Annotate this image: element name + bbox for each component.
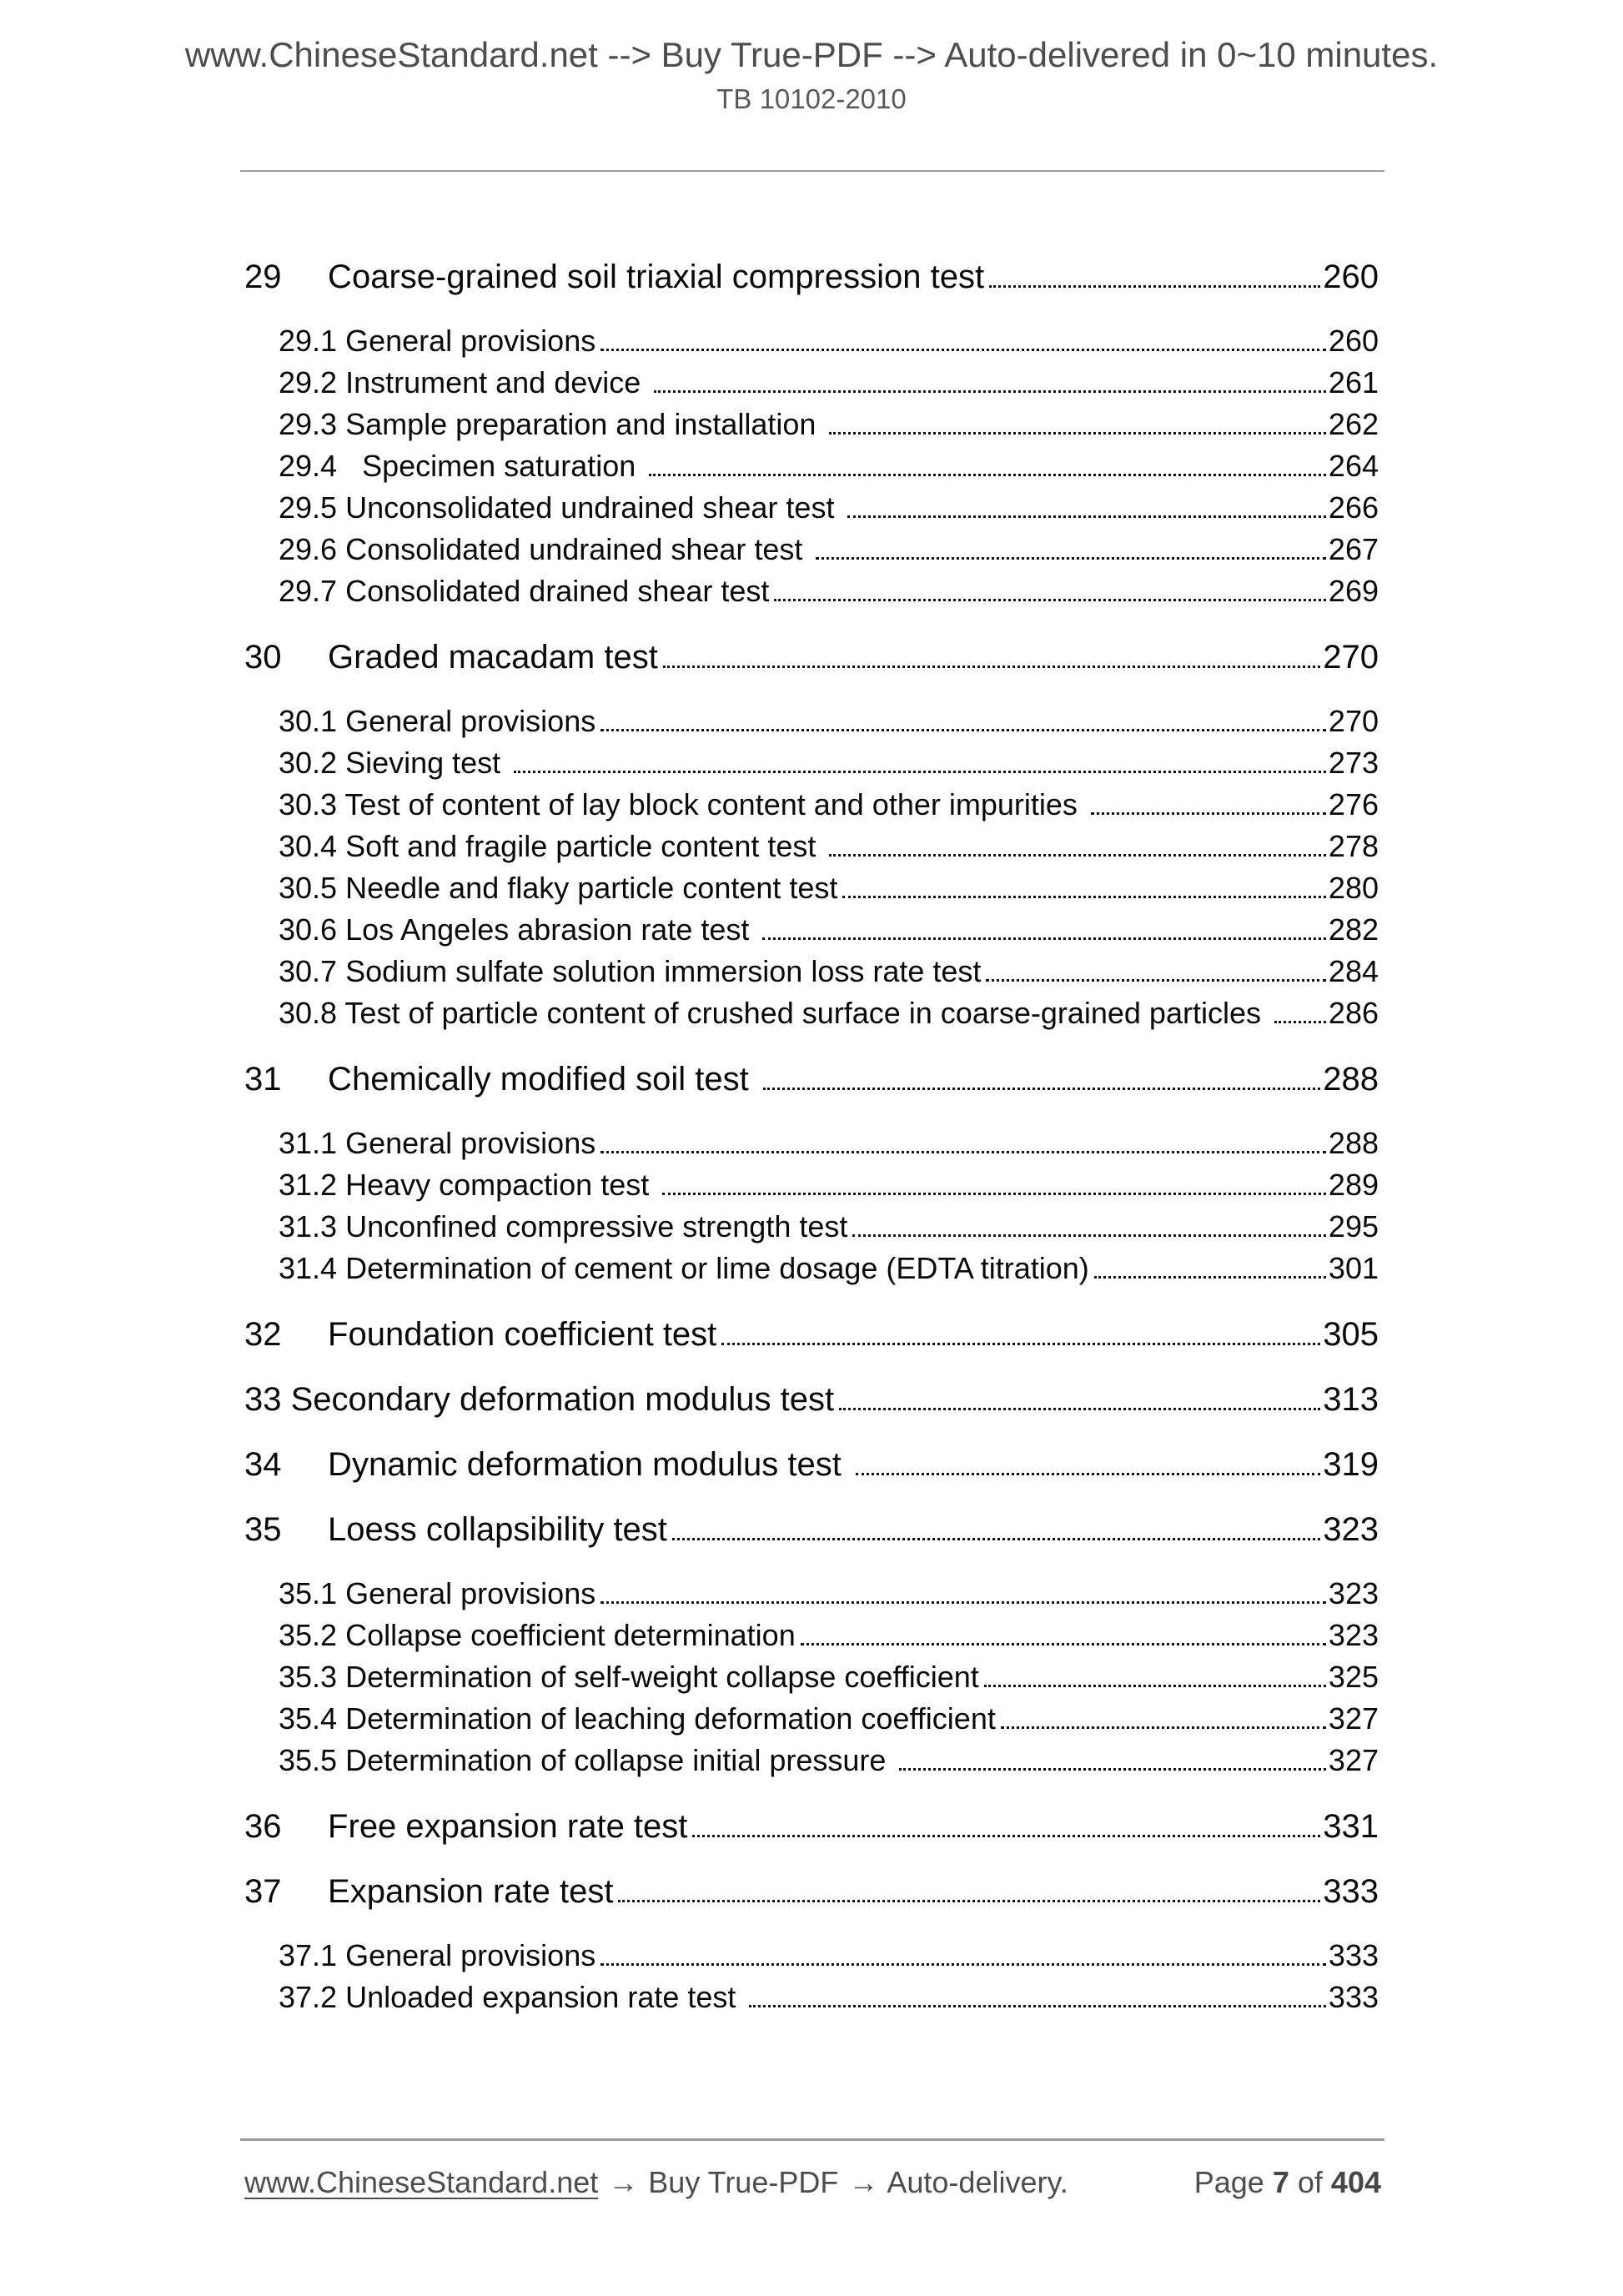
toc-entry-page: 295: [1328, 1209, 1379, 1243]
toc-entry-page: 305: [1323, 1316, 1379, 1353]
toc-chapter-row: [244, 1806, 1379, 1846]
toc-entry-page: 289: [1328, 1168, 1379, 1202]
dot-leader: [1094, 1276, 1326, 1279]
right-arrow-icon: →: [608, 2165, 639, 2199]
dot-leader: [600, 1151, 1326, 1153]
dot-leader: [989, 285, 1320, 288]
toc-entry-label: 34 Dynamic deformation modulus test: [244, 1446, 851, 1483]
toc-entry-page: 313: [1323, 1381, 1379, 1418]
dot-leader: [692, 1835, 1320, 1837]
dot-leader: [986, 979, 1326, 982]
dot-leader: [721, 1343, 1320, 1345]
toc-subsection-row: [244, 826, 1379, 867]
toc-entry-label: 29.4 Specimen saturation: [279, 449, 645, 483]
toc-entry-label: 37.1 General provisions: [279, 1938, 596, 1972]
header-promo-text: www.ChineseStandard.net --> Buy True-PDF --> Auto-delivered in 0~10 minutes.: [184, 35, 1439, 74]
page-label: Page: [1193, 2165, 1264, 2199]
toc-entry-label: 30.5 Needle and flaky particle content test: [279, 871, 838, 905]
toc-entry-page: 323: [1328, 1618, 1379, 1652]
toc-subsection-row: [244, 742, 1379, 784]
toc-entry-label: 31.3 Unconfined compressive strength test: [279, 1209, 848, 1243]
toc-subsection-row: [244, 867, 1379, 909]
toc-entry-page: 327: [1328, 1743, 1379, 1777]
dot-leader: [984, 1685, 1326, 1687]
toc-entry-page: 333: [1323, 1873, 1379, 1910]
dot-leader: [847, 515, 1325, 518]
toc-entry-label: 30.3 Test of content of lay block content and other impurities: [279, 787, 1086, 821]
toc-entry-label: 35.5 Determination of collapse initial pressure: [279, 1743, 895, 1777]
toc-entry-page: 333: [1328, 1980, 1379, 2014]
dot-leader: [600, 1601, 1326, 1604]
toc-entry-label: 31.4 Determination of cement or lime dosage (EDTA titration): [279, 1251, 1089, 1285]
toc-entry-page: 333: [1328, 1938, 1379, 1972]
footer-promo: [244, 2165, 1068, 2200]
toc-entry-label: 29.5 Unconsolidated undrained shear test: [279, 490, 843, 525]
toc-entry-label: 30 Graded macadam test: [244, 639, 658, 676]
dot-leader: [856, 1473, 1320, 1475]
toc-entry-label: 29.1 General provisions: [279, 324, 596, 358]
dot-leader: [600, 349, 1326, 351]
toc-chapter-row: [244, 637, 1379, 677]
toc-entry-label: 35.3 Determination of self-weight collapse coefficient: [279, 1660, 979, 1694]
toc-subsection-row: [244, 992, 1379, 1034]
toc-entry-page: 325: [1328, 1660, 1379, 1694]
toc-subsection-row: [244, 1248, 1379, 1289]
footer-delivery-text: Auto-delivery.: [887, 2165, 1068, 2199]
toc-chapter-row: [244, 1314, 1379, 1354]
toc-entry-page: 276: [1328, 787, 1379, 821]
toc-chapter-row: [244, 257, 1379, 297]
toc-entry-page: 260: [1323, 259, 1379, 295]
dot-leader: [1001, 1726, 1326, 1729]
toc-entry-page: 319: [1323, 1446, 1379, 1483]
dot-leader: [618, 1900, 1320, 1902]
toc-entry-page: 288: [1328, 1126, 1379, 1160]
dot-leader: [801, 1643, 1326, 1645]
toc-subsection-row: [244, 784, 1379, 826]
dot-leader: [649, 474, 1326, 476]
toc-entry-label: 31.2 Heavy compaction test: [279, 1168, 658, 1202]
page-header: [0, 0, 1623, 172]
toc-entry-label: 35.1 General provisions: [279, 1576, 596, 1610]
dot-leader: [774, 599, 1326, 601]
toc-entry-label: 37.2 Unloaded expansion rate test: [279, 1980, 745, 2014]
footer-site-link[interactable]: www.ChineseStandard.net: [244, 2165, 599, 2199]
footer-divider: [240, 2138, 1384, 2141]
toc-entry-page: 266: [1328, 490, 1379, 525]
dot-leader: [839, 1408, 1320, 1410]
toc-entry-label: 30.1 General provisions: [279, 704, 596, 738]
toc-subsection-row: [244, 951, 1379, 992]
toc-entry-page: 282: [1328, 912, 1379, 947]
toc-subsection-row: [244, 1977, 1379, 2018]
toc-chapter-row: [244, 1510, 1379, 1550]
dot-leader: [829, 432, 1325, 435]
toc-chapter-row: [244, 1444, 1379, 1485]
toc-subsection-row: [244, 1615, 1379, 1656]
dot-leader: [899, 1768, 1326, 1771]
toc-entry-label: 37 Expansion rate test: [244, 1873, 614, 1910]
dot-leader: [1274, 1021, 1326, 1023]
toc-chapter-row: [244, 1871, 1379, 1912]
footer-buy-text: Buy True-PDF: [648, 2165, 839, 2199]
toc-subsection-row: [244, 1573, 1379, 1615]
dot-leader: [600, 729, 1326, 731]
toc-entry-page: 267: [1328, 532, 1379, 566]
toc-subsection-row: [244, 445, 1379, 487]
toc-subsection-row: [244, 1123, 1379, 1164]
toc-entry-page: 264: [1328, 449, 1379, 483]
toc-entry-label: 30.8 Test of particle content of crushed surface in coarse-grained particles: [279, 996, 1269, 1030]
toc-entry-page: 323: [1328, 1576, 1379, 1610]
dot-leader: [514, 771, 1326, 773]
dot-leader: [662, 1193, 1326, 1195]
dot-leader: [762, 937, 1326, 940]
header-standard-number: TB 10102-2010: [716, 83, 907, 114]
toc-subsection-row: [244, 1698, 1379, 1740]
dot-leader: [829, 854, 1326, 857]
toc-chapter-row: [244, 1379, 1379, 1419]
dot-leader: [749, 2005, 1326, 2007]
toc-entry-page: 262: [1328, 407, 1379, 441]
toc-subsection-row: [244, 1206, 1379, 1248]
toc-entry-label: 35 Loess collapsibility test: [244, 1511, 667, 1548]
dot-leader: [672, 1538, 1320, 1540]
toc-entry-page: 286: [1328, 996, 1379, 1030]
toc-subsection-row: [244, 362, 1379, 404]
toc-entry-page: 270: [1328, 704, 1379, 738]
toc-entry-page: 288: [1323, 1061, 1379, 1098]
toc-entry-label: 29.2 Instrument and device: [279, 365, 650, 399]
of-label: of: [1297, 2165, 1323, 2199]
toc-entry-label: 29.7 Consolidated drained shear test: [279, 574, 770, 608]
toc-subsection-row: [244, 529, 1379, 570]
page-footer: [244, 2165, 1381, 2200]
toc-subsection-row: [244, 1164, 1379, 1206]
toc-entry-page: 331: [1323, 1808, 1379, 1845]
toc-subsection-row: [244, 1935, 1379, 1977]
dot-leader: [600, 1963, 1326, 1966]
toc-entry-label: 30.2 Sieving test: [279, 746, 510, 780]
toc-entry-page: 273: [1328, 746, 1379, 780]
dot-leader: [763, 1088, 1320, 1090]
toc-entry-label: 31 Chemically modified soil test: [244, 1061, 758, 1098]
toc-entry-label: 35.2 Collapse coefficient determination: [279, 1618, 796, 1652]
toc-entry-label: 29 Coarse-grained soil triaxial compression test: [244, 259, 985, 295]
toc-entry-page: 327: [1328, 1701, 1379, 1736]
toc-subsection-row: [244, 1656, 1379, 1698]
current-page-number: 7: [1272, 2165, 1289, 2199]
dot-leader: [654, 390, 1326, 393]
dot-leader: [842, 896, 1326, 898]
toc-subsection-row: [244, 909, 1379, 951]
toc-entry-label: 32 Foundation coefficient test: [244, 1316, 717, 1353]
toc-entry-label: 30.6 Los Angeles abrasion rate test: [279, 912, 758, 947]
toc-subsection-row: [244, 701, 1379, 742]
toc-entry-label: 36 Free expansion rate test: [244, 1808, 688, 1845]
toc-entry-page: 323: [1323, 1511, 1379, 1548]
right-arrow-icon: →: [848, 2165, 879, 2199]
toc-entry-page: 261: [1328, 365, 1379, 399]
toc-entry-page: 284: [1328, 954, 1379, 988]
toc-entry-label: 35.4 Determination of leaching deformation coefficient: [279, 1701, 996, 1736]
toc-entry-page: 301: [1328, 1251, 1379, 1285]
toc-subsection-row: [244, 320, 1379, 362]
toc-subsection-row: [244, 570, 1379, 612]
toc-entry-page: 280: [1328, 871, 1379, 905]
page-indicator: [1194, 2165, 1381, 2200]
toc-chapter-row: [244, 1059, 1379, 1099]
toc-entry-page: 260: [1328, 324, 1379, 358]
toc-entry-label: 33 Secondary deformation modulus test: [244, 1381, 835, 1418]
toc-subsection-row: [244, 1740, 1379, 1781]
toc-subsection-row: [244, 404, 1379, 445]
toc-subsection-row: [244, 487, 1379, 529]
dot-leader: [852, 1234, 1326, 1237]
toc-entry-page: 269: [1328, 574, 1379, 608]
toc-entry-page: 270: [1323, 639, 1379, 676]
toc-entry-label: 29.6 Consolidated undrained shear test: [279, 532, 812, 566]
toc-entry-label: 29.3 Sample preparation and installation: [279, 407, 825, 441]
dot-leader: [816, 557, 1325, 560]
table-of-contents: [0, 172, 1623, 2018]
toc-entry-page: 278: [1328, 829, 1379, 863]
total-page-count: 404: [1330, 2165, 1381, 2199]
toc-entry-label: 30.7 Sodium sulfate solution immersion loss rate test: [279, 954, 982, 988]
dot-leader: [1091, 812, 1326, 815]
toc-entry-label: 30.4 Soft and fragile particle content test: [279, 829, 825, 863]
toc-entry-label: 31.1 General provisions: [279, 1126, 596, 1160]
dot-leader: [663, 666, 1320, 668]
